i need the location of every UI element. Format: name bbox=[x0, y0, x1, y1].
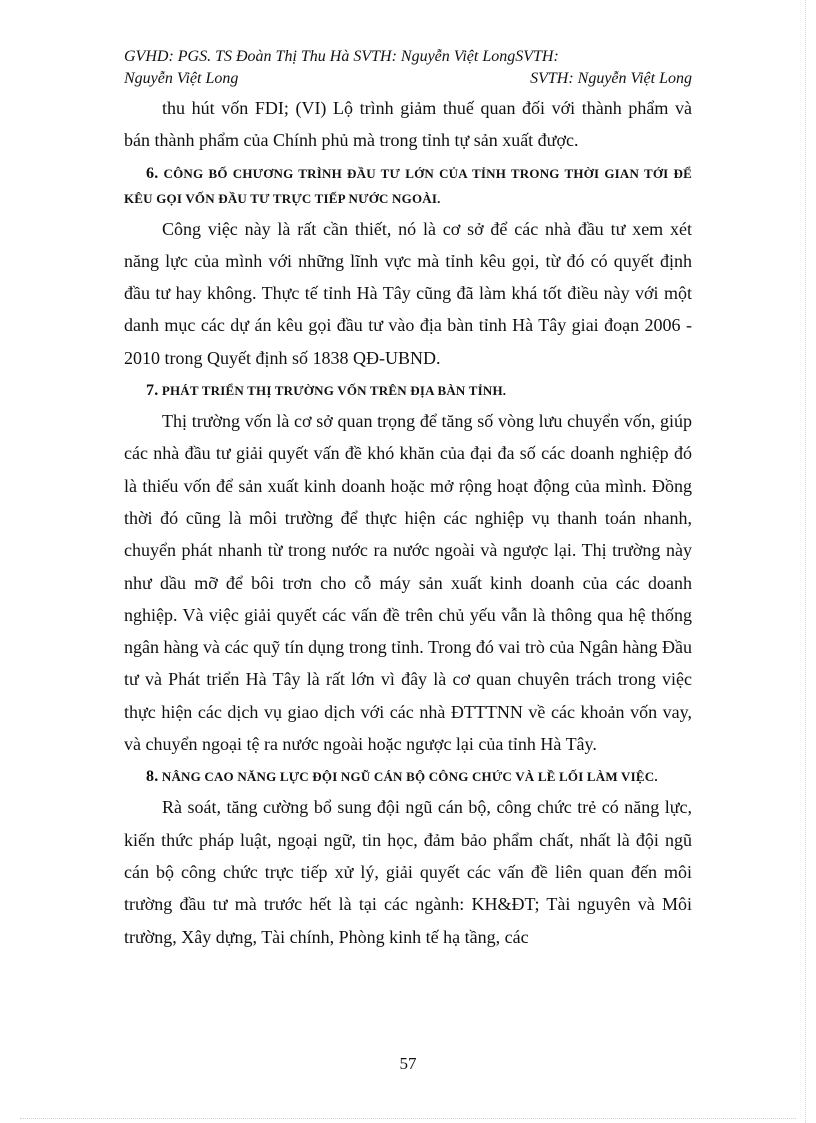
running-header bbox=[124, 46, 692, 90]
footer-rule bbox=[20, 1118, 796, 1119]
section-8-number: 8. bbox=[146, 768, 159, 786]
section-7-title: PHÁT TRIỂN THỊ TRƯỜNG VỐN TRÊN ĐỊA BÀN TỈNH. bbox=[161, 383, 507, 399]
header-author-left: Nguyễn Việt Long bbox=[124, 70, 239, 87]
section-6-paragraph: Công việc này là rất cần thiết, nó là cơ sở để các nhà đầu tư xem xét năng lực của mình với những lĩnh vực mà tỉnh kêu gọi, từ đó có quyết định đầu tư hay không. Thực tế tỉnh Hà Tây cũng đã làm khá tốt điều này với một danh mục các dự án kêu gọi đầu tư vào địa bàn tỉnh Hà Tây giai đoạn 2006 - 2010 trong Quyết định số 1838 QĐ-UBND. bbox=[124, 218, 692, 368]
header-line-1: GVHD: PGS. TS Đoàn Thị Thu Hà SVTH: Nguyễn Việt LongSVTH: bbox=[124, 48, 559, 65]
section-7-heading bbox=[124, 378, 692, 403]
intro-paragraph: thu hút vốn FDI; (VI) Lộ trình giảm thuế quan đối với thành phẩm và bán thành phẩm của Chính phủ mà trong tỉnh tự sản xuất được. bbox=[124, 98, 692, 151]
section-7-paragraph: Thị trường vốn là cơ sở quan trọng để tăng số vòng lưu chuyển vốn, giúp các nhà đầu tư giải quyết vấn đề khó khăn của đại đa số các doanh nghiệp đó là thiếu vốn để sản xuất kinh doanh hoặc mở rộng hoạt động của mình. Đồng thời đó cũng là môi trường để thực hiện các nghiệp vụ thanh toán nhanh, chuyển phát nhanh từ trong nước ra nước ngoài và ngược lại. Thị trường này như dầu mỡ để bôi trơn cho cỗ máy sản xuất kinh doanh của các doanh nghiệp. Và việc giải quyết các vấn đề trên chủ yếu vẫn là thông qua hệ thống ngân hàng và các quỹ tín dụng trong tỉnh. Trong đó vai trò của Ngân hàng Đầu tư và Phát triển Hà Tây là rất lớn vì đây là cơ quan chuyên trách trong việc thực hiện các dịch vụ giao dịch với các nhà ĐTTTNN về các khoản vốn vay, và chuyển ngoại tệ ra nước ngoài hoặc ngược lại của tỉnh Hà Tây. bbox=[124, 411, 692, 755]
page-edge-line bbox=[805, 0, 806, 1123]
header-author-right: SVTH: Nguyễn Việt Long bbox=[530, 70, 692, 87]
page-number: 57 bbox=[399, 1054, 417, 1073]
section-6-heading bbox=[124, 161, 692, 211]
section-7-number: 7. bbox=[146, 382, 159, 400]
header-line-2 bbox=[124, 68, 692, 90]
page-body bbox=[124, 92, 692, 953]
section-8-title: NÂNG CAO NĂNG LỰC ĐỘI NGŨ CÁN BỘ CÔNG CHỨC VÀ LỀ LỐI LÀM VIỆC. bbox=[161, 769, 658, 785]
section-6-title: CÔNG BỐ CHƯƠNG TRÌNH ĐẦU TƯ LỚN CỦA TỈNH TRONG THỜI GIAN TỚI ĐỂ KÊU GỌI VỐN ĐẦU TƯ TRỰC TIẾP NƯỚC NGOÀI. bbox=[124, 165, 692, 206]
section-8-paragraph: Rà soát, tăng cường bổ sung đội ngũ cán bộ, công chức trẻ có năng lực, kiến thức pháp luật, ngoại ngữ, tin học, đảm bảo phẩm chất, nhất là đội ngũ cán bộ công chức trực tiếp xử lý, giải quyết các vấn đề liên quan đến môi trường đầu tư mà trước hết là tại các ngành: KH&ĐT; Tài nguyên và Môi trường, Xây dựng, Tài chính, Phòng kinh tế hạ tầng, các bbox=[124, 797, 692, 947]
section-8-heading bbox=[124, 764, 692, 789]
section-6-number: 6. bbox=[146, 164, 159, 182]
